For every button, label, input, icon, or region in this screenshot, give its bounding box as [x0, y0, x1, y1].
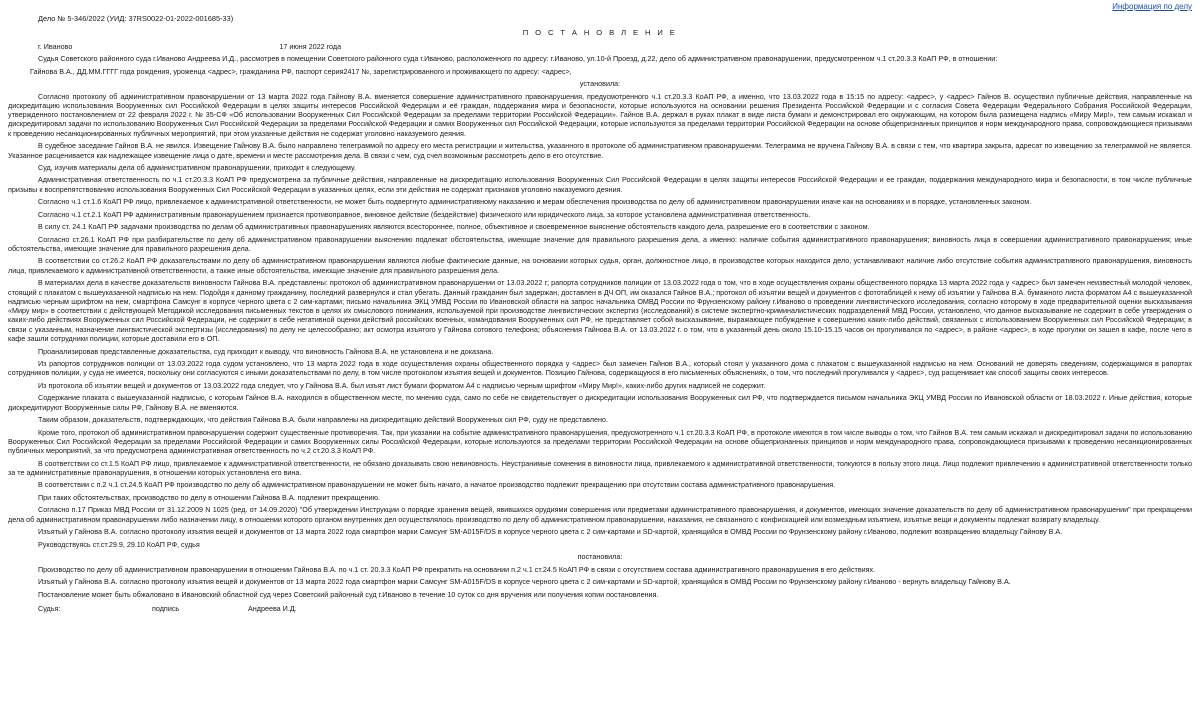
body-paragraph: Кроме того, протокол об административном правонарушении содержит существенные противоречия. Так, при указании на событие административного правонарушения, предусмотренного ч.1 ст.20.3.3 КоАП РФ, в протоколе имеются в том числе выводы о том, что Гайнов В.А. тем самым искажал и дискредитировал задачи по использованию Вооруженных Сил Российской Федерации за пределами Российской Федерации и самих Вооруженных силы Российской Федерации, которые используются за пределами территории Российской Федерации на основе общепризнанных принципов и норм международного права, сопровождающиеся призывами к проведению несанкционированных публичных мероприятий, за что предусмотрена административная ответственность по ч.2 ст.20.3.3 КоАП РФ. — [8, 427, 1192, 456]
body-paragraph: В материалах дела в качестве доказательств виновности Гайнова В.А. представлены: протокол об административном правонарушении от 13.03.2022 г; рапорта сотрудников полиции от 13.03.2022 года о том, что в ходе осуществления охраны общественного порядка 13 марта 2022 года у <адрес> был замечен неизвестный молодой человек, стоящий с плакатом с вышеуказанной надписью на нем. Подойдя к данному гражданину, последний развернулся и стал убегать. Данный гражданин был задержан, доставлен в ДЧ ОП, им оказался Гайнов В.А.; протокол об изъятии вещей и документов с фототаблицей к нему об изъятии у Гайнова В.А. бумажного листа форматом А4 с вышеуказанной надписью черным шрифтом на нем, смартфона Самсунг в корпусе черного цвета с 2 сим-картами; письмо начальника ЭКЦ УМВД России по Ивановской области на запрос начальника ОМВД России по Фрунзенскому району г.Иваново о проведении лингвистического исследования, согласно которому в ходе предварительной оценки высказывания «Миру мир» в соответствии с действующей Методикой исследования письменных текстов в целях их смыслового понимания, используемой при производстве лингвистических экспертиз (исследований) в системе экспертно-криминалистических подразделений МВД России, установлено, что данное высказывание не содержит в себе утверждения о каких-либо действиях Вооруженных сил Российской Федерации, не содержит в себе негативной оценки действий российских военных, командования Вооруженных сил РФ, не представляет собой высказывание, выражающее побуждение к совершению каких-либо действий, связанных с использованием Вооруженных сил Российской Федерации; в связи с указанным, назначение лингвистической экспертизы (исследования) по делу не целесообразно; акт осмотра изъятого у Гайнова сотового телефона; объяснения Гайнова В.А. от 13.03.2022 г. о том, что в указанный день около 15.10-15.15 часов он прогуливался по <адрес>, в районе <адрес>, в ходе прогулки он зашел в кафе, после чего в кафе зашли сотрудники полиции, которые доставили его в ОП. — [8, 278, 1192, 344]
body-paragraph: В силу ст. 24.1 КоАП РФ задачами производства по делам об административных правонарушениях являются всестороннее, полное, объективное и своевременное выяснение обстоятельств каждого дела, разрешение его в соответствии с законом. — [38, 222, 870, 232]
body-paragraph: Содержание плаката с вышеуказанной надписью, с которым Гайнов В.А. находился в общественном месте, по мнению суда, само по себе не свидетельствует о дискредитации использования Вооруженных сил РФ, что подтверждается письмом начальника ЭКЦ УМВД России по Ивановской области от 18.03.2022 г. Иные действия, которые дискредитируют Вооруженные силы РФ, Гайнову В.А. не вменяются. — [8, 393, 1192, 412]
body-paragraph: В соответствии с п.2 ч.1 ст.24.5 КоАП РФ производство по делу об административном правонарушении не может быть начато, а начатое производство подлежит прекращению при отсутствии состава административного правонарушения. — [38, 480, 836, 490]
intro-paragraph: Судья Советского районного суда г.Иваново Андреева И.Д., рассмотрев в помещении Советского районного суда г.Иваново, расположенного по адресу: г.Иваново, ул.10-й Проезд, д.22, дело об административном правонарушении, предусмотренном ч.1 ст.20.3.3 КоАП РФ, в отношении: — [38, 54, 998, 64]
body-paragraph: Согласно ч.1 ст.1.6 КоАП РФ лицо, привлекаемое к административной ответственности, не может быть подвергнуто административному наказанию и мерам обеспечения производства по делу об административном правонарушении иначе как на основаниях и в порядке, установленных законом. — [38, 197, 1032, 207]
body-paragraph: Проанализировав представленные доказательства, суд приходит к выводу, что виновность Гайнова В.А. не установлена и не доказана. — [38, 346, 494, 356]
body-paragraph: При таких обстоятельствах, производство по делу в отношении Гайнова В.А. подлежит прекращению. — [38, 492, 381, 502]
document-date: 17 июня 2022 года — [279, 41, 342, 51]
body-paragraph: Согласно п.17 Приказ МВД России от 31.12.2009 N 1025 (ред. от 14.09.2020) "Об утверждении Инструкции о порядке хранения вещей, явившихся орудиями совершения или предметами административного правонарушения, и документов, имеющих значение доказательств по делу об административном правонарушении" при прекращении дела об административном правонарушении либо назначении лицу, в отношении которого органом внутренних дел осуществлялось производство по делу об административном правонарушении, наказания, не связанного с конфискацией или возмездным изъятием, изъятые вещи и документы подлежат возврату владельцу. — [8, 505, 1192, 524]
body-paragraph: В соответствии со ст.1.5 КоАП РФ лицо, привлекаемое к административной ответственности, не обязано доказывать свою невиновность. Неустранимые сомнения в виновности лица, привлекаемого к административной ответственности, толкуются в пользу этого лица. Лицо подлежит привлечению к административной ответственности только за те административные правонарушения, в отношении которых установлена его вина. — [8, 458, 1192, 477]
body-paragraph: Согласно ст.26.1 КоАП РФ при разбирательстве по делу об административном правонарушении выяснению подлежат обстоятельства, имеющие значение для правильного разрешения дела, а именно: наличие события административного правонарушения; виновность лица в совершении административного правонарушения; иные обстоятельства, имеющие значение для правильного разрешения дела. — [8, 234, 1192, 253]
body-paragraph: Таким образом, доказательств, подтверждающих, что действия Гайнова В.А. были направлены на дискредитацию действий Вооруженных сил РФ, суду не представлено. — [38, 415, 608, 425]
city: г. Иваново — [38, 41, 73, 51]
judge-name: Андреева И.Д. — [248, 603, 297, 613]
body-paragraph: Руководствуясь ст.ст.29.9, 29.10 КоАП РФ, судья — [38, 539, 200, 549]
body-paragraph: В соответствии со ст.26.2 КоАП РФ доказательствами по делу об административном правонарушении являются любые фактические данные, на основании которых судья, орган, должностное лицо, в производстве которых находится дело, устанавливают наличие либо отсутствие события административного правонарушения, виновность лица, привлекаемого к административной ответственности, а также иные обстоятельства, имеющие значение для правильного разрешения дела. — [8, 256, 1192, 275]
body-paragraph: Согласно протоколу об административном правонарушении от 13 марта 2022 года Гайнову В.А. вменяется совершение административного правонарушения, предусмотренного ч.1 ст.20.3.3 КоАП РФ, а именно, что 13.03.2022 года в 15:15 по адресу: <адрес>, у <адрес> Гайнов В. осуществил публичные действия, направленные на дискредитацию использования Вооруженных сил Российской Федерации в целях защиты интересов Российской Федерации и её граждан, поддержания мира и безопасности, которые используются на основании решения Президента Российской Федерации и с согласия Совета Федерации Федерального Собрания Российской Федерации, утвержденного постановлением от 22 февраля 2022 г. № 35-СФ «Об использовании Вооруженных Сил Российской Федерации за пределами территории Российской Федерации». Гайнов В.А. держал в руках плакат в виде листа бумаги и демонстрировал его окружающим, на котором была размещена надпись «Миру Мир!», тем самым искажал и дискредитировал задачи по использованию Вооруженных Сил Российской Федерации за пределами Российской Федерации и самих Вооруженных сил Российской Федерации, которые используются за пределами территории Российской Федерации на основе общепризнанных принципов и норм международного права, сопровождающиеся призывами к проведению несанкционированных публичных мероприятий, при этом указанные действия не содержат уголовно наказуемого деяния. — [8, 91, 1192, 138]
body-paragraph: Изъятый у Гайнова В.А. согласно протоколу изъятия вещей и документов от 13 марта 2022 года смартфон марки Самсунг SM-A015F/DS в корпусе черного цвета с 2 сим-картами и SD-картой, хранящийся в ОМВД России по Фрунзенскому району г.Иваново, подлежит возвращению владельцу Гайнову В.А. — [38, 527, 1063, 537]
resolution-paragraph: Изъятый у Гайнова В.А. согласно протоколу изъятия вещей и документов от 13 марта 2022 года смартфон марки Самсунг SM-A015F/DS в корпусе черного цвета с 2 сим-картами и SD-картой, хранящийся в ОМВД России по Фрунзенскому району г.Иваново - вернуть владельцу Гайнову В.А. — [38, 577, 1011, 587]
body-paragraph: В судебное заседание Гайнов В.А. не явился. Извещение Гайнову В.А. было направлено телеграммой по адресу его места регистрации и жительства, указанного в протоколе об административном правонарушении. Телеграмма не вручена Гайнову В.А. в связи с тем, что квартира закрыта, адресат по извещению за телеграммой не является. Указанное расценивается как надлежащее извещение лица о дате, времени и месте рассмотрения дела. В связи с чем, суд счел возможным рассмотреть дело в его отсутствие. — [8, 141, 1192, 160]
section-postanovila: постановила: — [577, 552, 623, 562]
signature-line — [38, 604, 1192, 613]
body-paragraph: Суд, изучив материалы дела об административном правонарушении, приходит к следующему. — [38, 162, 356, 172]
resolution-paragraph: Постановление может быть обжаловано в Ивановский областной суд через Советский районный суд г.Иваново в течение 10 суток со дня вручения или получения копии постановления. — [38, 589, 659, 599]
case-number: Дело № 5-346/2022 (УИД: 37RS0022-01-2022-001685-33) — [38, 14, 234, 23]
document-body — [8, 14, 1192, 613]
section-ustanovila: установила: — [579, 79, 621, 89]
city-date-line — [38, 42, 1192, 51]
document-heading: П О С Т А Н О В Л Е Н И Е — [522, 28, 678, 38]
body-paragraph: Согласно ч.1 ст.2.1 КоАП РФ административным правонарушением признается противоправное, виновное действие (бездействие) физического или юридического лица, за которое установлена административная ответственность. — [38, 209, 811, 219]
person-paragraph: Гайнова В.А., ДД.ММ.ГГГГ года рождения, уроженца <адрес>, гражданина РФ, паспорт серия2417 №, зарегистрированного и проживающего по адресу: <адрес>, — [30, 66, 572, 76]
signature-role: Судья: — [38, 603, 61, 613]
resolution-paragraph: Производство по делу об административном правонарушении в отношении Гайнова В.А. по ч.1 ст. 20.3.3 КоАП РФ прекратить на основании п.2 ч.1 ст.24.5 КоАП РФ в связи с отсутствием состава административного правонарушения в его действиях. — [38, 564, 876, 574]
case-info-link[interactable]: Информация по делу — [1112, 2, 1192, 11]
body-paragraph: Административная ответственность по ч.1 ст.20.3.3 КоАП РФ предусмотрена за публичные действия, направленные на дискредитацию использования Вооруженных Сил Российской Федерации в целях защиты интересов Российской Федерации и ее граждан, поддержания международного мира и безопасности, в том числе публичные призывы к воспрепятствованию использования Вооруженных Сил Российской Федерации в указанных целях, если эти действия не содержат признаков уголовно наказуемого деяния. — [8, 175, 1192, 194]
body-paragraph: Из протокола об изъятии вещей и документов от 13.03.2022 года следует, что у Гайнова В.А. был изъят лист бумаги форматом А4 с надписью черным шрифтом «Миру Мир!», каких-либо других надписей не содержит. — [38, 380, 766, 390]
body-paragraph: Из рапортов сотрудников полиции от 13.03.2022 года судом установлено, что 13 марта 2022 года в ходе осуществления охраны общественного порядка у <адрес> был замечен Гайнов В.А., который стоял у указанного дома с плакатом с вышеуказанной надписью на нем. Оснований не доверять сведениям, содержащимся в рапортах сотрудников полиции, у суда не имеется, поскольку они согласуются с иными доказательствами по делу, в том числе протоколом изъятия вещей и документов. Позицию Гайнова, содержащуюся в его письменных объяснениях, о том, что последний прогуливался у <адрес>, суд расценивает как способ защиты своих интересов. — [8, 359, 1192, 378]
signature-mark: подпись — [152, 603, 180, 613]
